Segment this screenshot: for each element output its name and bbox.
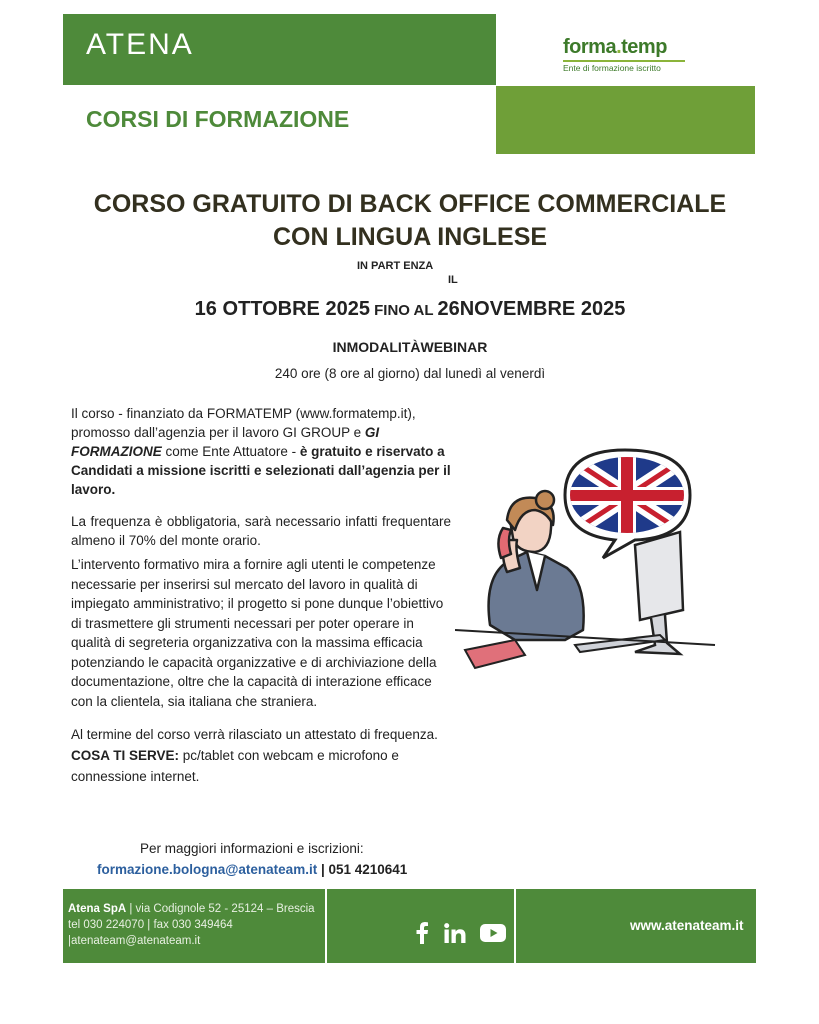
formatemp-logo (563, 36, 703, 73)
paragraph-objectives: L’intervento formativo mira a fornire agli utenti le competenze necessarie per inserirsi sul mercato del lavoro in qualità di impiegato amministrativo; il progetto si pone dunque l’obiettivo di trasmettere gli strumenti necessari per poter operare in qualità di segreteria organizzativa con la massima efficacia potenziando le capacità organizzative e di archiviazione della documentazione, oltre che la capacità di interazione efficace con la clientela, sia italiana che straniera. (71, 557, 444, 709)
youtube-icon[interactable] (480, 924, 506, 942)
end-date: 26NOVEMBRE 2025 (437, 298, 626, 320)
until-label: FINO AL (374, 302, 434, 319)
call-center-illustration (455, 440, 725, 680)
header-accent-block (496, 86, 755, 154)
facebook-icon[interactable] (414, 922, 430, 944)
course-title (60, 188, 760, 254)
logo-name: forma (563, 36, 617, 58)
website-link[interactable]: www.atenateam.it (630, 918, 744, 933)
course-dates (60, 298, 760, 321)
paragraph-certificate: Al termine del corso verrà rilasciato un attestato di frequenza. (71, 727, 438, 742)
section-title: CORSI DI FORMAZIONE (86, 106, 350, 132)
logo-tagline: Ente di formazione iscritto (563, 60, 685, 73)
course-mode: INMODALITÀWEBINAR (332, 339, 488, 355)
start-label: IN PART ENZA (357, 260, 434, 272)
gi-formazione: GI FORMAZIONE (71, 425, 380, 459)
info-label: Per maggiori informazioni e iscrizioni: (140, 841, 364, 856)
start-date: 16 OTTOBRE 2025 (194, 298, 370, 320)
contact-line: formazione.bologna@atenateam.it | 051 4210641 (97, 862, 408, 877)
course-title-line2: CON LINGUA INGLESE (272, 223, 548, 251)
course-hours: 240 ore (8 ore al giorno) dal lunedì al venerdì (274, 366, 546, 381)
logo-dot: . (616, 36, 622, 58)
footer-address: Atena SpA | via Codignole 52 - 25124 – Brescia tel 030 224070 | fax 030 349464 |atenateam@atenateam.it (68, 903, 315, 947)
company-name: Atena SpA (68, 903, 127, 915)
brand-logo: ATENA (86, 28, 194, 61)
linkedin-icon[interactable] (444, 923, 466, 943)
paragraph-requirements: COSA TI SERVE: pc/tablet con webcam e microfono e connessione internet. (71, 748, 399, 784)
contact-phone: 051 4210641 (328, 862, 408, 877)
logo-suffix: temp (621, 36, 667, 58)
requirements-label: COSA TI SERVE: (71, 748, 180, 763)
paragraph-attendance: La frequenza è obbligatoria, sarà necessario infatti frequentare almeno il 70% del monte orario. (71, 514, 451, 548)
eligibility-text: è gratuito e riservato a Candidati a missione iscritti e selezionati dall’agenzia per il lavoro. (71, 444, 451, 497)
course-description (71, 404, 451, 787)
il-label: IL (448, 274, 458, 286)
desk-phone (465, 640, 525, 668)
social-links (414, 922, 506, 944)
paragraph-funding: Il corso - finanziato da FORMATEMP (www.formatemp.it), promosso dall’agenzia per il lavoro GI GROUP e GI FORMAZIONE come Ente Attuatore - è gratuito e riservato a Candidati a missione iscritti e selezionati dall’agenzia per il lavoro. (71, 406, 451, 497)
course-title-line1: CORSO GRATUITO DI BACK OFFICE COMMERCIALE (93, 190, 727, 218)
contact-email-link[interactable]: formazione.bologna@atenateam.it (97, 862, 318, 877)
